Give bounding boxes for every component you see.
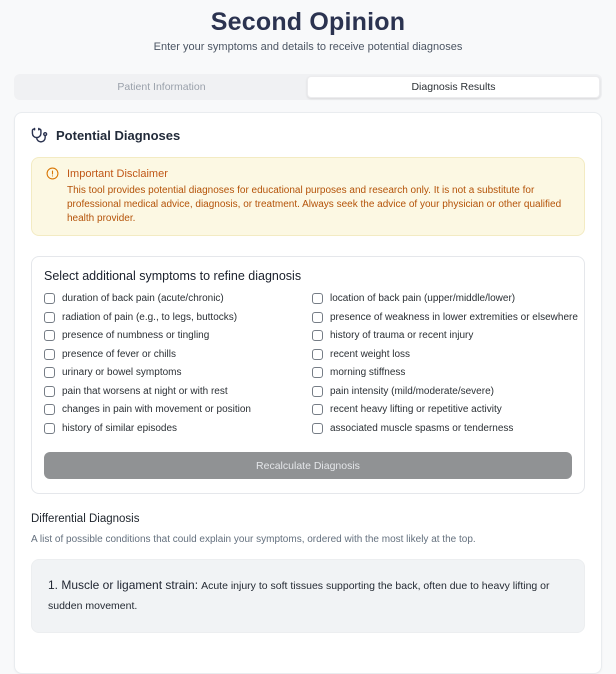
symptom-checkbox[interactable] <box>44 367 55 378</box>
symptom-checkbox-item[interactable] <box>312 330 578 341</box>
symptom-checkbox[interactable] <box>312 367 323 378</box>
symptom-checkbox[interactable] <box>44 349 55 360</box>
symptom-label: duration of back pain (acute/chronic) <box>62 293 224 304</box>
symptom-label: urinary or bowel symptoms <box>62 367 182 378</box>
panel-title-row <box>31 127 585 144</box>
symptom-checkbox-item[interactable] <box>44 423 312 434</box>
symptom-checkbox[interactable] <box>312 404 323 415</box>
symptom-checkbox-item[interactable] <box>44 312 312 323</box>
page-title: Second Opinion <box>210 8 406 36</box>
symptom-checkbox-item[interactable] <box>312 312 578 323</box>
symptom-checkbox-item[interactable] <box>312 367 578 378</box>
symptom-label: associated muscle spasms or tenderness <box>330 422 514 434</box>
symptom-label: recent weight loss <box>330 348 411 360</box>
disclaimer-box <box>31 157 585 236</box>
symptom-checkbox-item[interactable] <box>44 330 312 341</box>
symptom-checkbox-item[interactable] <box>44 293 312 304</box>
symptoms-column-left <box>44 293 312 441</box>
differential-results <box>31 559 585 633</box>
symptom-checkbox[interactable] <box>44 330 55 341</box>
symptom-checkbox[interactable] <box>44 312 55 323</box>
symptom-label: presence of numbness or tingling <box>62 330 210 341</box>
diagnosis-description: Acute injury to soft tissues supporting the back, often due to heavy lifting or sudden movement. <box>48 580 550 612</box>
symptom-label: presence of fever or chills <box>62 348 176 360</box>
symptom-label: morning stiffness <box>330 367 406 378</box>
symptom-checkbox-item[interactable] <box>312 349 578 360</box>
differential-heading: Differential Diagnosis <box>31 513 140 525</box>
stethoscope-icon <box>31 127 48 144</box>
potential-diagnoses-card <box>14 112 602 674</box>
symptoms-box <box>31 256 585 494</box>
recalculate-diagnosis-button[interactable]: Recalculate Diagnosis <box>44 452 572 479</box>
symptom-checkbox-item[interactable] <box>44 386 312 397</box>
symptom-label: changes in pain with movement or position <box>62 404 251 415</box>
diagnosis-result-card <box>31 559 585 633</box>
tab-patient-information[interactable]: Patient Information <box>117 81 206 93</box>
symptom-label: radiation of pain (e.g., to legs, buttocks) <box>62 311 238 323</box>
symptom-checkbox[interactable] <box>44 404 55 415</box>
symptom-checkbox-item[interactable] <box>312 404 578 415</box>
symptoms-grid <box>44 293 578 441</box>
differential-subtitle: A list of possible conditions that could explain your symptoms, ordered with the most likely at the top. <box>31 534 476 545</box>
symptom-label: location of back pain (upper/middle/lower) <box>330 293 516 304</box>
disclaimer-header <box>46 167 570 180</box>
page-subtitle: Enter your symptoms and details to receive potential diagnoses <box>153 41 463 53</box>
symptom-label: pain that worsens at night or with rest <box>62 385 228 397</box>
symptom-checkbox-item[interactable] <box>312 423 578 434</box>
alert-circle-icon <box>46 167 59 180</box>
symptom-checkbox-item[interactable] <box>312 293 578 304</box>
symptoms-column-right <box>312 293 578 441</box>
symptom-label: history of similar episodes <box>62 422 178 434</box>
symptom-checkbox-item[interactable] <box>44 404 312 415</box>
diagnosis-condition: 1. Muscle or ligament strain: <box>48 578 199 592</box>
symptom-label: presence of weakness in lower extremities or elsewhere <box>330 311 578 323</box>
symptom-checkbox[interactable] <box>44 423 55 434</box>
disclaimer-body: This tool provides potential diagnoses for educational purposes and research only. It is not a substitute for professional medical advice, diagnosis, or treatment. Always seek the advice of your physician or other qualified health provider. <box>67 185 562 224</box>
second-opinion-app <box>0 8 616 612</box>
symptom-checkbox[interactable] <box>44 386 55 397</box>
tab-bar <box>14 74 602 100</box>
symptom-checkbox[interactable] <box>312 349 323 360</box>
symptom-checkbox-item[interactable] <box>312 386 578 397</box>
symptom-checkbox-item[interactable] <box>44 367 312 378</box>
symptom-checkbox[interactable] <box>312 330 323 341</box>
symptoms-heading: Select additional symptoms to refine diagnosis <box>44 269 302 283</box>
panel-title: Potential Diagnoses <box>56 128 181 143</box>
symptom-checkbox[interactable] <box>312 386 323 397</box>
symptom-label: recent heavy lifting or repetitive activity <box>330 404 502 415</box>
symptom-checkbox[interactable] <box>44 293 55 304</box>
symptom-label: pain intensity (mild/moderate/severe) <box>330 385 494 397</box>
symptom-checkbox[interactable] <box>312 312 323 323</box>
symptom-checkbox-item[interactable] <box>44 349 312 360</box>
disclaimer-title: Important Disclaimer <box>67 167 168 180</box>
symptom-checkbox[interactable] <box>312 423 323 434</box>
symptom-label: history of trauma or recent injury <box>330 330 474 341</box>
tab-diagnosis-results[interactable]: Diagnosis Results <box>307 76 600 98</box>
symptom-checkbox[interactable] <box>312 293 323 304</box>
